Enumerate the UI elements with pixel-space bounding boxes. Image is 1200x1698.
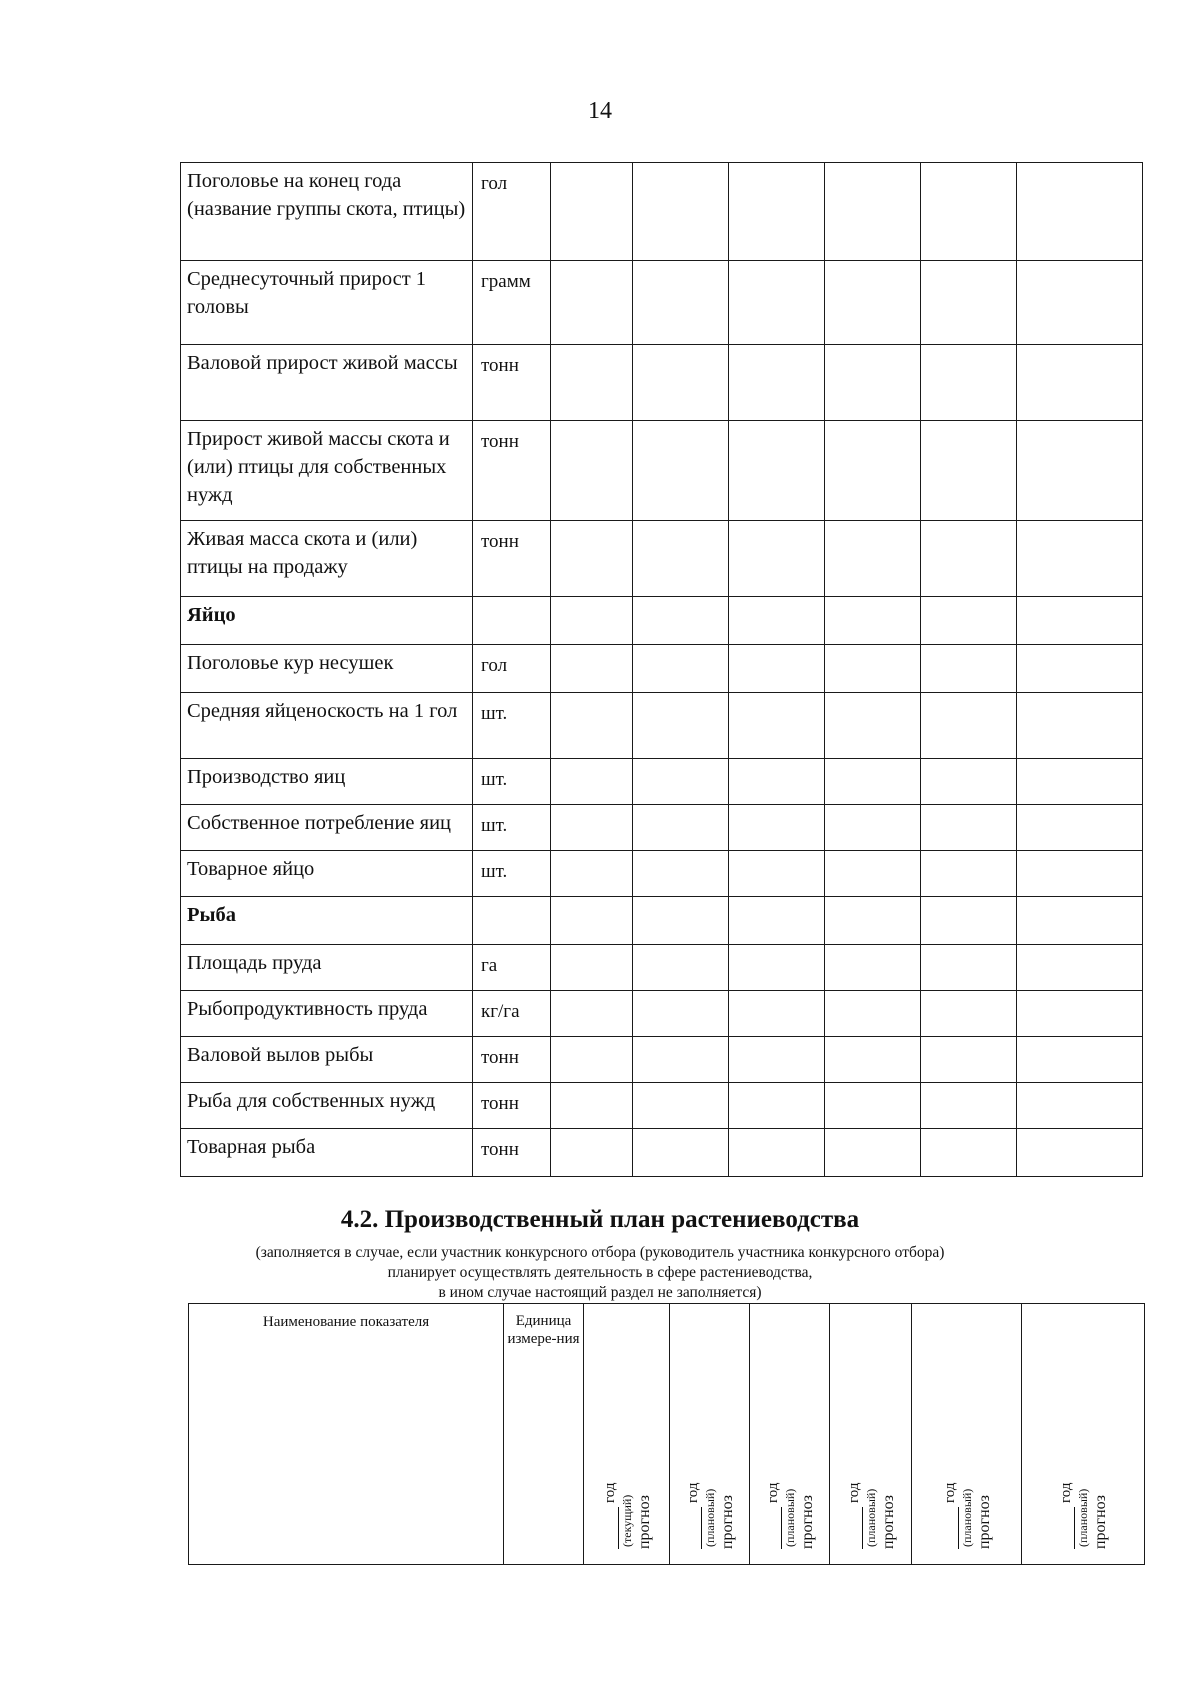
indicator-unit: шт. <box>473 759 551 805</box>
value-cell[interactable] <box>633 693 729 759</box>
table-row <box>181 897 1143 945</box>
table-row <box>181 805 1143 851</box>
indicator-name: Живая масса скота и (или) птицы на продажу <box>181 521 473 597</box>
table-row <box>181 1083 1143 1129</box>
value-cell[interactable] <box>551 521 633 597</box>
value-cell[interactable] <box>729 851 825 897</box>
value-cell[interactable] <box>1017 261 1143 345</box>
value-cell[interactable] <box>1017 597 1143 645</box>
period-forecast-label: прогноз <box>975 1494 993 1549</box>
value-cell[interactable] <box>825 945 921 991</box>
value-cell[interactable] <box>921 851 1017 897</box>
indicator-unit: грамм <box>473 261 551 345</box>
value-cell[interactable] <box>633 163 729 261</box>
value-cell[interactable] <box>729 1083 825 1129</box>
indicator-name: Рыбопродуктивность пруда <box>181 991 473 1037</box>
year-blank-line <box>1060 1507 1075 1549</box>
table-row <box>181 163 1143 261</box>
indicator-unit: га <box>473 945 551 991</box>
header-period-1 <box>584 1304 670 1565</box>
indicator-unit: шт. <box>473 805 551 851</box>
value-cell[interactable] <box>633 759 729 805</box>
value-cell[interactable] <box>729 991 825 1037</box>
value-cell[interactable] <box>729 897 825 945</box>
page-number: 14 <box>588 98 612 124</box>
value-cell[interactable] <box>921 597 1017 645</box>
value-cell[interactable] <box>825 261 921 345</box>
livestock-table <box>180 162 1143 1177</box>
value-cell[interactable] <box>633 1037 729 1083</box>
value-cell[interactable] <box>921 421 1017 521</box>
value-cell[interactable] <box>551 345 633 421</box>
table-row <box>181 345 1143 421</box>
value-cell[interactable] <box>921 521 1017 597</box>
value-cell[interactable] <box>1017 897 1143 945</box>
table-row <box>181 421 1143 521</box>
indicator-name: Яйцо <box>181 597 473 645</box>
value-cell[interactable] <box>921 645 1017 693</box>
period-year-label: год <box>684 1482 701 1503</box>
table-row <box>181 1129 1143 1177</box>
table-row <box>181 759 1143 805</box>
period-forecast-label: прогноз <box>798 1494 816 1549</box>
table-row <box>181 945 1143 991</box>
period-forecast-label: прогноз <box>635 1494 653 1549</box>
value-cell[interactable] <box>633 1129 729 1177</box>
period-forecast-label: прогноз <box>718 1494 736 1549</box>
table-row <box>181 597 1143 645</box>
value-cell[interactable] <box>825 1083 921 1129</box>
value-cell[interactable] <box>551 1083 633 1129</box>
value-cell[interactable] <box>633 521 729 597</box>
value-cell[interactable] <box>1017 1037 1143 1083</box>
value-cell[interactable] <box>729 1129 825 1177</box>
table-row <box>181 693 1143 759</box>
value-cell[interactable] <box>921 261 1017 345</box>
section-note-line-1: (заполняется в случае, если участник конкурсного отбора (руководитель участника конкурсного отбора) <box>255 1244 945 1261</box>
value-cell[interactable] <box>729 597 825 645</box>
period-year-label: год <box>601 1482 618 1503</box>
value-cell[interactable] <box>921 693 1017 759</box>
value-cell[interactable] <box>729 521 825 597</box>
value-cell[interactable] <box>1017 645 1143 693</box>
value-cell[interactable] <box>551 693 633 759</box>
table-header-row <box>189 1304 1145 1565</box>
header-period-6 <box>1022 1304 1145 1565</box>
table-row <box>181 851 1143 897</box>
value-cell[interactable] <box>1017 421 1143 521</box>
value-cell[interactable] <box>1017 521 1143 597</box>
table-row <box>181 261 1143 345</box>
value-cell[interactable] <box>551 645 633 693</box>
value-cell[interactable] <box>825 163 921 261</box>
value-cell[interactable] <box>825 521 921 597</box>
value-cell[interactable] <box>1017 991 1143 1037</box>
value-cell[interactable] <box>633 345 729 421</box>
indicator-name: Среднесуточный прирост 1 головы <box>181 261 473 345</box>
value-cell[interactable] <box>921 1129 1017 1177</box>
value-cell[interactable] <box>551 805 633 851</box>
value-cell[interactable] <box>1017 693 1143 759</box>
value-cell[interactable] <box>729 421 825 521</box>
year-blank-line <box>604 1507 619 1549</box>
indicator-unit: тонн <box>473 345 551 421</box>
indicator-unit: шт. <box>473 693 551 759</box>
value-cell[interactable] <box>633 805 729 851</box>
period-type-label: (плановый) <box>702 1488 717 1547</box>
value-cell[interactable] <box>729 759 825 805</box>
value-cell[interactable] <box>921 805 1017 851</box>
indicator-name: Поголовье на конец года (название группы скота, птицы) <box>181 163 473 261</box>
indicator-unit: шт. <box>473 851 551 897</box>
value-cell[interactable] <box>551 851 633 897</box>
indicator-unit: тонн <box>473 421 551 521</box>
value-cell[interactable] <box>1017 345 1143 421</box>
value-cell[interactable] <box>633 991 729 1037</box>
value-cell[interactable] <box>1017 945 1143 991</box>
value-cell[interactable] <box>633 1083 729 1129</box>
table-row <box>181 1037 1143 1083</box>
value-cell[interactable] <box>551 597 633 645</box>
period-year-label: год <box>845 1482 862 1503</box>
year-blank-line <box>944 1507 959 1549</box>
period-type-label: (текущий) <box>619 1494 634 1547</box>
value-cell[interactable] <box>921 759 1017 805</box>
header-indicator-name: Наименование показателя <box>189 1304 504 1565</box>
crop-production-table <box>188 1303 1145 1565</box>
table-row <box>181 521 1143 597</box>
indicator-unit: тонн <box>473 1083 551 1129</box>
value-cell[interactable] <box>1017 759 1143 805</box>
value-cell[interactable] <box>825 421 921 521</box>
year-blank-line <box>687 1507 702 1549</box>
value-cell[interactable] <box>633 261 729 345</box>
indicator-unit: тонн <box>473 521 551 597</box>
value-cell[interactable] <box>633 421 729 521</box>
indicator-name: Товарная рыба <box>181 1129 473 1177</box>
value-cell[interactable] <box>825 991 921 1037</box>
value-cell[interactable] <box>729 163 825 261</box>
value-cell[interactable] <box>551 421 633 521</box>
value-cell[interactable] <box>551 945 633 991</box>
period-type-label: (плановый) <box>1076 1488 1090 1547</box>
value-cell[interactable] <box>551 163 633 261</box>
value-cell[interactable] <box>551 991 633 1037</box>
indicator-name: Средняя яйценоскость на 1 гол <box>181 693 473 759</box>
indicator-unit: гол <box>473 163 551 261</box>
indicator-name: Прирост живой массы скота и (или) птицы для собственных нужд <box>181 421 473 521</box>
value-cell[interactable] <box>1017 163 1143 261</box>
value-cell[interactable] <box>551 261 633 345</box>
value-cell[interactable] <box>1017 851 1143 897</box>
year-blank-line <box>767 1507 782 1549</box>
table-row <box>181 645 1143 693</box>
header-period-3 <box>750 1304 830 1565</box>
period-type-label: (плановый) <box>782 1488 797 1547</box>
period-type-label: (плановый) <box>959 1488 974 1547</box>
indicator-name: Рыба <box>181 897 473 945</box>
indicator-name: Валовой вылов рыбы <box>181 1037 473 1083</box>
value-cell[interactable] <box>729 261 825 345</box>
indicator-name: Производство яиц <box>181 759 473 805</box>
value-cell[interactable] <box>633 897 729 945</box>
value-cell[interactable] <box>633 597 729 645</box>
period-year-label: год <box>941 1482 958 1503</box>
header-unit: Единица измере-ния <box>504 1304 584 1565</box>
indicator-name: Поголовье кур несушек <box>181 645 473 693</box>
indicator-unit: тонн <box>473 1129 551 1177</box>
indicator-name: Площадь пруда <box>181 945 473 991</box>
value-cell[interactable] <box>921 1083 1017 1129</box>
value-cell[interactable] <box>825 345 921 421</box>
value-cell[interactable] <box>825 1037 921 1083</box>
value-cell[interactable] <box>921 991 1017 1037</box>
value-cell[interactable] <box>729 945 825 991</box>
indicator-name: Собственное потребление яиц <box>181 805 473 851</box>
period-forecast-label: прогноз <box>1092 1494 1109 1549</box>
indicator-name: Товарное яйцо <box>181 851 473 897</box>
value-cell[interactable] <box>825 851 921 897</box>
value-cell[interactable] <box>825 897 921 945</box>
value-cell[interactable] <box>729 693 825 759</box>
value-cell[interactable] <box>921 945 1017 991</box>
value-cell[interactable] <box>921 163 1017 261</box>
value-cell[interactable] <box>729 645 825 693</box>
section-note-line-2: планирует осуществлять деятельность в сфере растениеводства, <box>387 1264 813 1281</box>
value-cell[interactable] <box>551 1037 633 1083</box>
value-cell[interactable] <box>825 597 921 645</box>
table-row <box>181 991 1143 1037</box>
value-cell[interactable] <box>633 851 729 897</box>
value-cell[interactable] <box>551 1129 633 1177</box>
header-period-5 <box>912 1304 1022 1565</box>
indicator-unit <box>473 897 551 945</box>
indicator-name: Рыба для собственных нужд <box>181 1083 473 1129</box>
indicator-unit <box>473 597 551 645</box>
value-cell[interactable] <box>729 345 825 421</box>
value-cell[interactable] <box>825 805 921 851</box>
value-cell[interactable] <box>633 945 729 991</box>
value-cell[interactable] <box>633 645 729 693</box>
indicator-unit: кг/га <box>473 991 551 1037</box>
value-cell[interactable] <box>729 805 825 851</box>
section-title: 4.2. Производственный план растениеводства <box>340 1206 860 1233</box>
header-period-4 <box>830 1304 912 1565</box>
indicator-name: Валовой прирост живой массы <box>181 345 473 421</box>
period-year-label: год <box>1058 1482 1074 1503</box>
value-cell[interactable] <box>921 897 1017 945</box>
value-cell[interactable] <box>551 759 633 805</box>
indicator-unit: тонн <box>473 1037 551 1083</box>
header-period-2 <box>670 1304 750 1565</box>
value-cell[interactable] <box>825 759 921 805</box>
value-cell[interactable] <box>1017 805 1143 851</box>
value-cell[interactable] <box>825 693 921 759</box>
value-cell[interactable] <box>921 345 1017 421</box>
value-cell[interactable] <box>825 1129 921 1177</box>
period-year-label: год <box>764 1482 781 1503</box>
year-blank-line <box>848 1507 863 1549</box>
value-cell[interactable] <box>921 1037 1017 1083</box>
value-cell[interactable] <box>551 897 633 945</box>
value-cell[interactable] <box>729 1037 825 1083</box>
value-cell[interactable] <box>825 645 921 693</box>
value-cell[interactable] <box>1017 1129 1143 1177</box>
value-cell[interactable] <box>1017 1083 1143 1129</box>
period-forecast-label: прогноз <box>879 1494 897 1549</box>
section-note-line-3: в ином случае настоящий раздел не заполняется) <box>438 1284 762 1301</box>
indicator-unit: гол <box>473 645 551 693</box>
period-type-label: (плановый) <box>863 1488 878 1547</box>
